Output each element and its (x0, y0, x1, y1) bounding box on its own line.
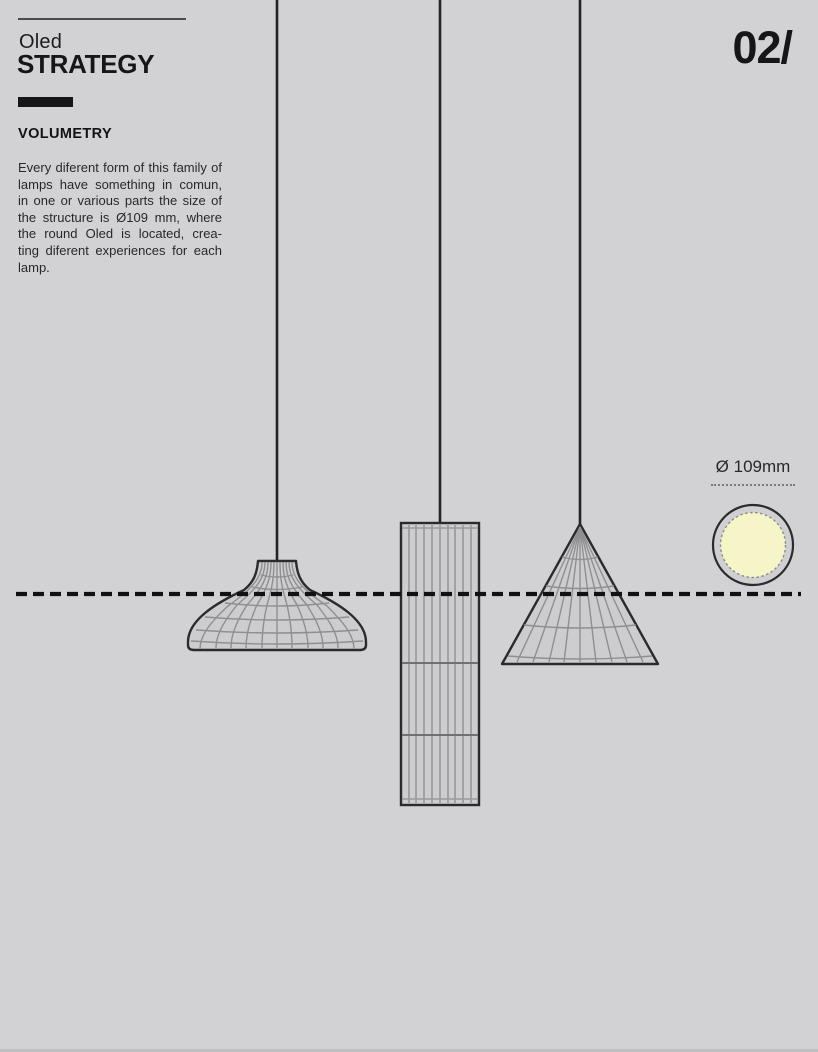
paragraph-line: in one or various parts the size of (18, 193, 222, 209)
page-number: 02/ (732, 22, 792, 73)
paragraph-line: Every diferent form of this family of (18, 160, 222, 175)
oled-diameter-circle (713, 505, 793, 585)
bell-lamp-drawing (188, 561, 366, 650)
paragraph-line: the structure is Ø109 mm, where (18, 209, 222, 225)
paragraph-line: lamp. (18, 259, 50, 275)
paragraph-line: lamps have something in comun, (18, 176, 222, 192)
page-title: STRATEGY (17, 49, 155, 79)
project-kicker: Oled (19, 31, 63, 53)
diameter-label: Ø 109mm (715, 457, 791, 476)
diameter-dotted-rule (711, 484, 795, 486)
oled-disc (721, 513, 786, 578)
paragraph-line: ting diferent experiences for each (18, 242, 222, 258)
cylinder-lamp-drawing (401, 523, 479, 805)
section-heading: VOLUMETRY (18, 126, 113, 142)
paragraph-line: the round Oled is located, crea- (18, 226, 222, 242)
